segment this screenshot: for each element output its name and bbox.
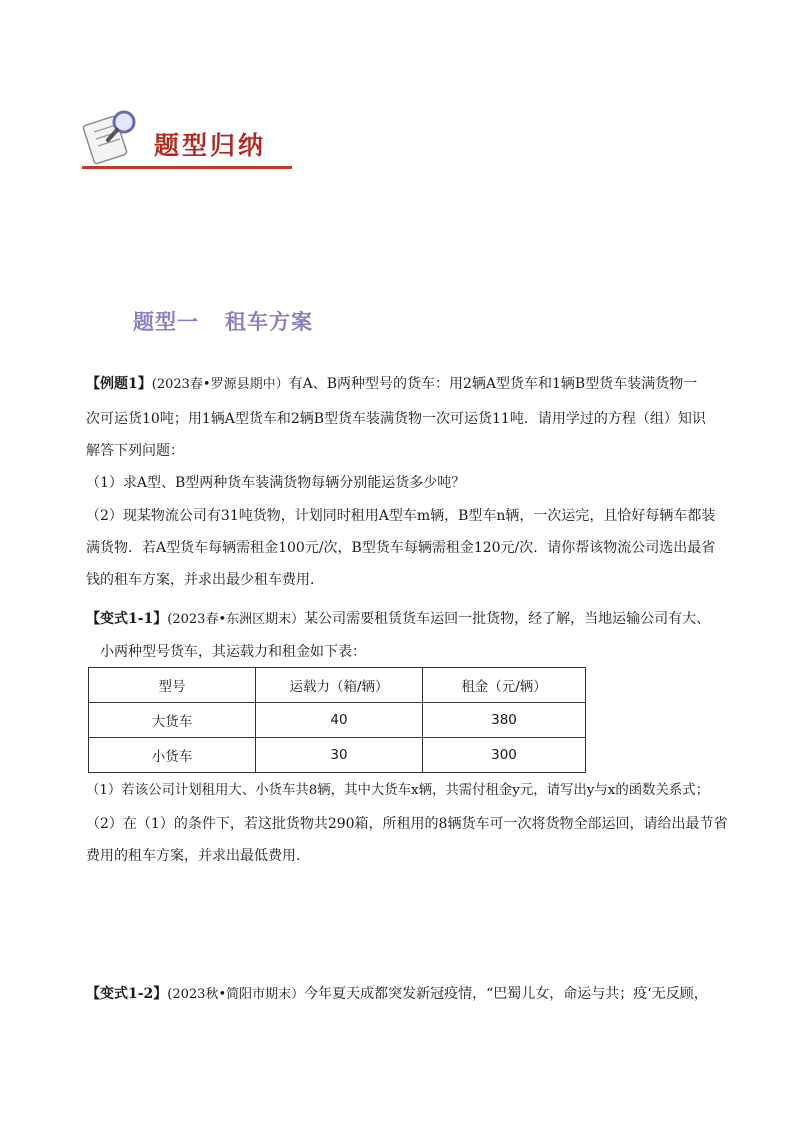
table-cell: 40 <box>256 703 423 738</box>
section-label: 题型一 <box>133 310 199 334</box>
example1-question2-line3: 钱的租车方案，并求出最少租车费用． <box>86 572 324 588</box>
variant1-question2-line1: （2）在（1）的条件下，若这批货物共290箱，所租用的8辆货车可一次将货物全部运回，请给出最节省 <box>86 816 728 832</box>
section-name: 租车方案 <box>225 310 313 334</box>
variant2-tag: 【变式1-2】 <box>86 986 168 1002</box>
variant2-source: (2023秋•简阳市期末） <box>167 987 305 1002</box>
vehicle-table <box>88 667 586 773</box>
title-underline <box>82 166 292 169</box>
variant1-line2: 小两种型号货车，其运载力和租金如下表： <box>100 644 366 660</box>
example1-line2: 次可运货10吨；用1辆A型货车和2辆B型货车装满货物一次可运货11吨．请用学过的方程（组）知识 <box>86 411 706 427</box>
notepad-magnifier-icon <box>82 106 148 164</box>
page-title: 题型归纳 <box>154 131 267 160</box>
variant1-text1: 某公司需要租赁货车运回一批货物，经了解，当地运输公司有大、 <box>304 611 711 627</box>
variant1-line1 <box>86 610 710 629</box>
table-cell: 300 <box>423 738 586 773</box>
variant2-line1 <box>86 985 708 1004</box>
example1-tag: 【例题1】 <box>86 376 152 392</box>
variant1-tag: 【变式1-1】 <box>86 611 168 627</box>
example1-line3: 解答下列问题： <box>86 443 184 459</box>
table-header-cell: 租金（元/辆） <box>423 668 586 703</box>
table-header-row <box>89 668 586 703</box>
variant1-question2-line2: 费用的租车方案，并求出最低费用． <box>86 848 310 864</box>
variant2-text1: 今年夏天成都突发新冠疫情，“巴蜀儿女，命运与共；疫‘无反顾， <box>304 986 708 1002</box>
table-cell: 30 <box>256 738 423 773</box>
example1-question2-line2: 满货物．若A型货车每辆需租金100元/次，B型货车每辆需租金120元/次．请你帮该物流公司选出最省 <box>86 540 716 556</box>
variant1-question1: （1）若该公司计划租用大、小货车共8辆，其中大货车x辆，共需付租金y元，请写出y与x的函数关系式； <box>86 783 710 798</box>
header-logo <box>82 106 292 168</box>
example1-line1 <box>86 375 697 394</box>
table-header-cell: 型号 <box>89 668 256 703</box>
table-row <box>89 703 586 738</box>
example1-source: (2023春•罗源县期中） <box>151 377 289 392</box>
table-row <box>89 738 586 773</box>
table-cell: 380 <box>423 703 586 738</box>
table-cell: 小货车 <box>89 738 256 773</box>
variant1-source: (2023春•东洲区期末） <box>167 612 305 627</box>
example1-question2-line1: （2）现某物流公司有31吨货物，计划同时租用A型车m辆，B型车n辆，一次运完，且恰好每辆车都装 <box>86 508 716 524</box>
example1-text1: 有A、B两种型号的货车：用2辆A型货车和1辆B型货车装满货物一 <box>288 376 698 392</box>
table-header-cell: 运载力（箱/辆） <box>256 668 423 703</box>
example1-question1: （1）求A型、B型两种货车装满货物每辆分别能运货多少吨？ <box>86 475 466 491</box>
table-cell: 大货车 <box>89 703 256 738</box>
section-heading <box>133 306 313 336</box>
